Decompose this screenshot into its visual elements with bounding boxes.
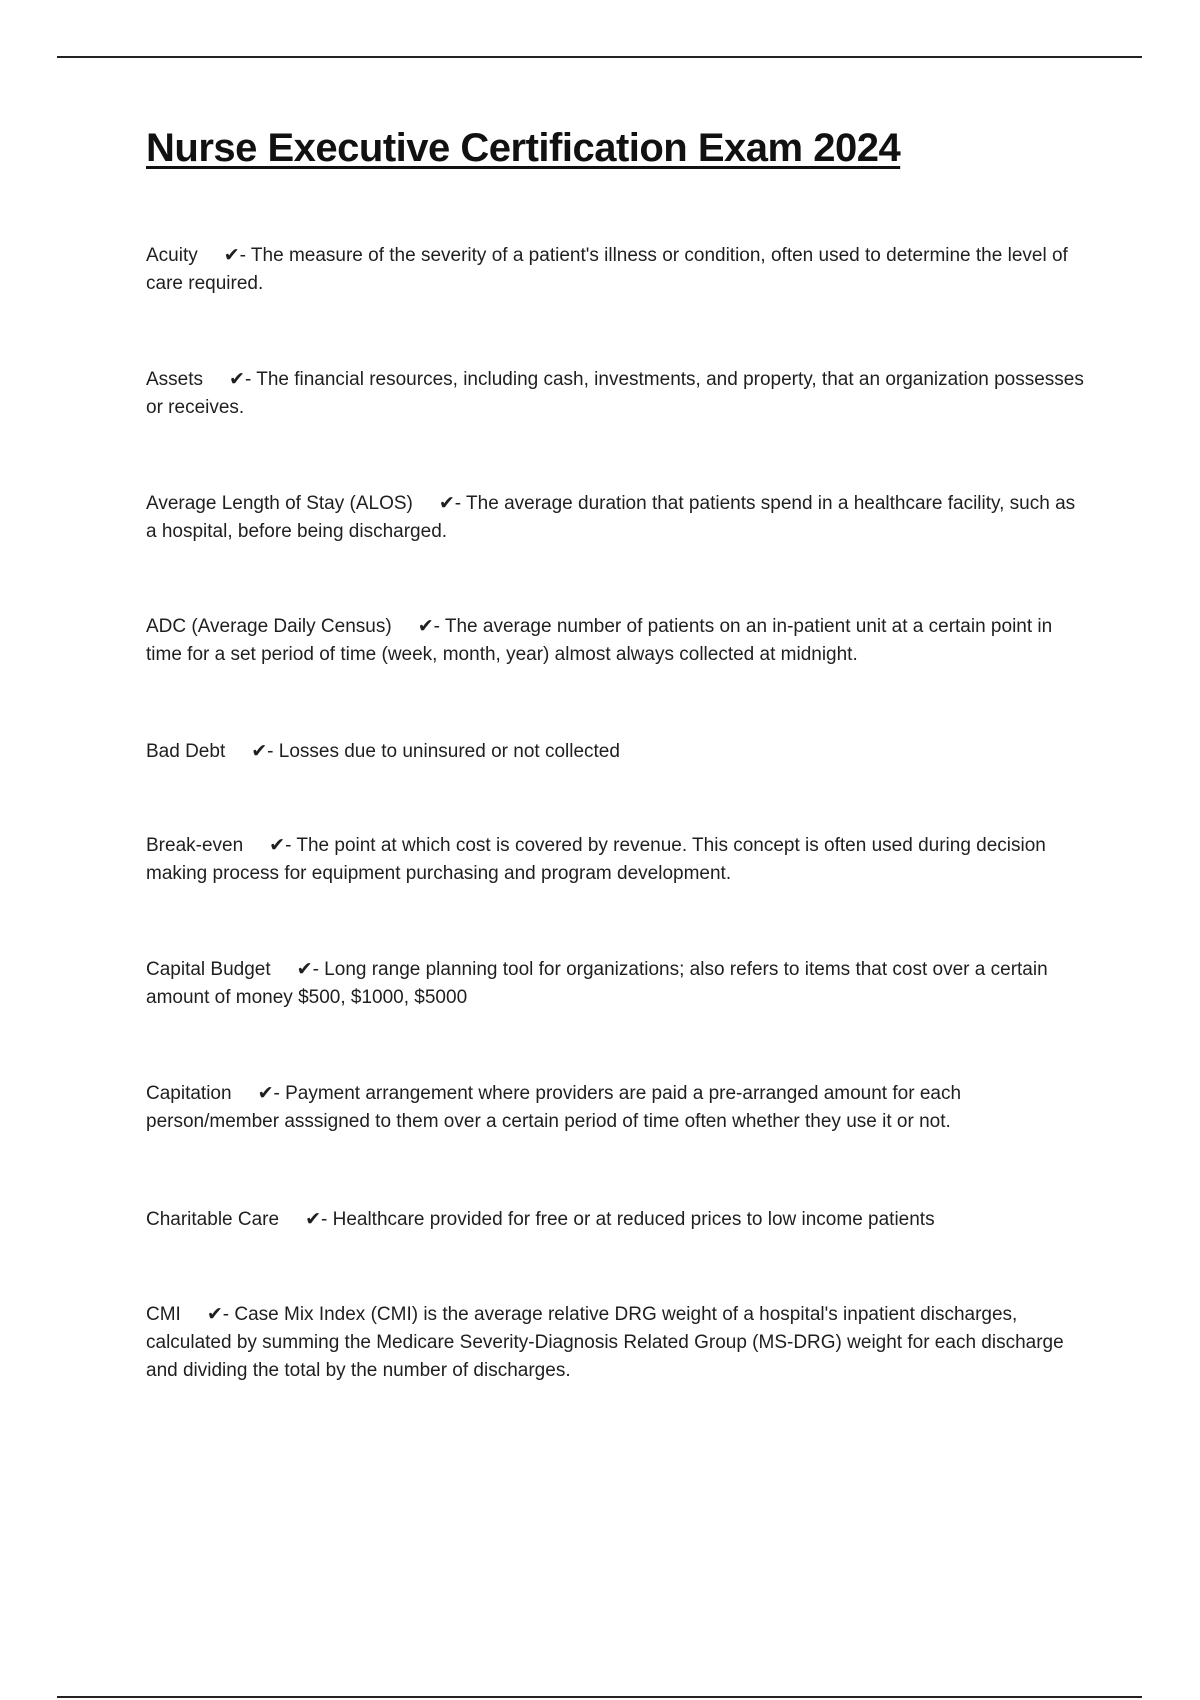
entry-term: Break-even <box>146 835 244 856</box>
entry-term: Capitation <box>146 1083 232 1104</box>
glossary-entry-bad-debt <box>146 738 1086 766</box>
glossary-entry-alos <box>146 490 1086 546</box>
entry-term: Assets <box>146 369 204 390</box>
entry-definition: - Losses due to uninsured or not collected <box>267 741 620 762</box>
entry-definition: - Case Mix Index (CMI) is the average relative DRG weight of a hospital's inpatient discharges, calculated by summing the Medicare Severity-Diagnosis Related Group (MS-DRG) weight for each discharge and dividing the total by the number of discharges. <box>146 1304 1064 1381</box>
entry-term: CMI <box>146 1304 181 1325</box>
entry-term: Acuity <box>146 245 198 266</box>
check-icon: ✔ <box>438 493 455 514</box>
entry-definition: - The average duration that patients spend in a healthcare facility, such as a hospital, before being discharged. <box>146 493 1076 542</box>
top-rule <box>57 56 1142 58</box>
entry-term: Bad Debt <box>146 741 226 762</box>
entry-term: Capital Budget <box>146 959 271 980</box>
entry-term: Charitable Care <box>146 1209 280 1230</box>
glossary-entry-break-even <box>146 832 1086 888</box>
check-icon: ✔ <box>251 741 268 762</box>
entry-definition: - The measure of the severity of a patient's illness or condition, often used to determine the level of care required. <box>146 245 1068 294</box>
glossary-entry-assets <box>146 366 1086 422</box>
entry-definition: - The point at which cost is covered by revenue. This concept is often used during decision making process for equipment purchasing and program development. <box>146 835 1046 884</box>
check-icon: ✔ <box>305 1209 321 1230</box>
check-icon: ✔ <box>269 835 286 856</box>
glossary-entry-acuity <box>146 242 1086 298</box>
entry-term: Average Length of Stay (ALOS) <box>146 493 413 514</box>
glossary-entry-cmi <box>146 1301 1086 1385</box>
document-title: Nurse Executive Certification Exam 2024 <box>146 126 901 170</box>
entry-definition: - The average number of patients on an in-patient unit at a certain point in time for a set period of time (week, month, year) almost always collected at midnight. <box>146 616 1053 665</box>
entry-definition: - Payment arrangement where providers are paid a pre-arranged amount for each person/member asssigned to them over a certain period of time often whether they use it or not. <box>146 1083 962 1132</box>
entry-definition: - Long range planning tool for organizations; also refers to items that cost over a certain amount of money $500, $1000, $5000 <box>146 959 1048 1008</box>
check-icon: ✔ <box>417 616 434 637</box>
entry-definition: - Healthcare provided for free or at reduced prices to low income patients <box>321 1209 935 1230</box>
glossary-entry-capitation <box>146 1080 1086 1136</box>
check-icon: ✔ <box>206 1304 223 1325</box>
check-icon: ✔ <box>229 369 245 390</box>
entry-term: ADC (Average Daily Census) <box>146 616 392 637</box>
glossary-entry-charitable-care <box>146 1206 1086 1234</box>
check-icon: ✔ <box>296 959 313 980</box>
bottom-rule <box>57 1696 1142 1698</box>
check-icon: ✔ <box>257 1083 274 1104</box>
glossary-entry-capital-budget <box>146 956 1086 1012</box>
entry-definition: - The financial resources, including cash, investments, and property, that an organization possesses or receives. <box>146 369 1084 418</box>
glossary-entry-adc <box>146 613 1086 669</box>
check-icon: ✔ <box>223 245 240 266</box>
